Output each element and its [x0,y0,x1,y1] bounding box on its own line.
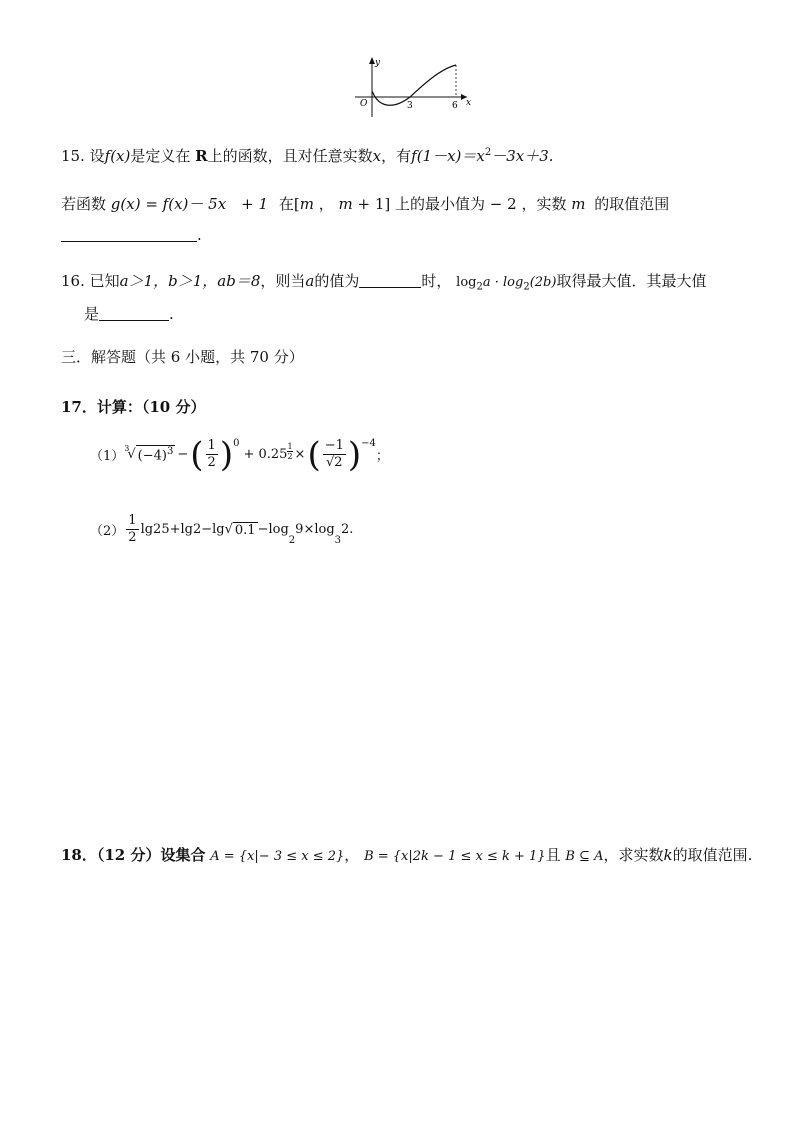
q17-p1-frac-num: 1 [207,438,216,453]
q17-p2-expr: 9×log [295,522,335,537]
q15-text: 的取值范围 [594,195,670,213]
q18-set-a: A = {x|− 3 ≤ x ≤ 2} [210,849,345,864]
q15-fx: f(x) [104,147,131,165]
graph-tick-6: 6 [452,101,458,111]
q17-p1-label: （1） [90,449,125,464]
q17-title: 17．计算：（10 分） [61,398,206,416]
q15-text: . [197,226,202,244]
q17-p1-exp-den: 2 [287,452,293,461]
q17-p1-op: − [177,447,189,462]
q16-condition: a＞1，b＞1，ab＝8 [119,272,261,290]
q17-p1-root-index: 3 [124,444,130,453]
q17-p2-frac-den: 2 [128,530,137,545]
q17-p1-end: ； [375,449,389,464]
q15-eq-sup: 2 [484,147,492,158]
graph-x-label: x [466,98,472,108]
q15-text: 是定义在 [130,147,191,165]
q17-p2-sub: 2 [288,535,296,546]
q17-p1-frac2-den: √2 [326,455,343,470]
q15-text: ， [318,195,334,213]
q18-text: 的取值范围. [672,846,753,864]
q18-title: 18．（12 分）设集合 [61,846,206,864]
q16-text: 取得最大值．其最大值 [556,272,707,290]
q15-text: + 1] [357,195,391,213]
q15-R: R [195,147,208,165]
q15-answer-blank[interactable] [61,227,197,242]
q18-k: k [663,846,673,864]
q15-gx: g(x) = f(x)－ 5x + 1 [110,195,269,213]
q16-log: log [456,275,477,290]
q17-p2-radicand: 0.1 [234,522,256,538]
q17-p1-op: + 0.25 [243,447,288,462]
function-graph [355,55,475,120]
q16-text: ，则当 [260,272,306,290]
q16-text: 的值为 [314,272,360,290]
q16-line1 [61,270,706,293]
q17-p1-exp: 0 [233,438,240,449]
q17-p2-sub: 3 [334,535,342,546]
q15-m: m [338,195,353,213]
q16-line2 [84,303,174,324]
q18-text: 且 [545,846,561,864]
q15-text: ，有 [381,147,412,165]
q16-text: 时， [421,272,452,290]
q18-subset: B ⊆ A [565,849,604,864]
q15-m: m [299,195,314,213]
q18 [61,844,752,865]
q15-eq: f(1－x)＝x [411,147,485,165]
q18-text: ， [344,846,360,864]
graph-y-label: y [375,58,381,68]
q17-p1-radicand: (−4) [137,448,167,464]
q15-text: 设 [89,147,105,165]
q18-set-b: B = {x|2k − 1 ≤ x ≤ k + 1} [364,849,546,864]
q15-eq: －3x＋3. [491,147,554,165]
q15-text: 若函数 [61,195,107,213]
q15-line2 [61,193,669,214]
q17-p1-op: × [294,447,306,462]
q15-m: m [571,195,586,213]
q17-p2-frac-num: 1 [128,513,137,528]
q16-blank-2[interactable] [99,306,169,321]
q17-p1-exp: −4 [361,438,376,449]
q17-p1-exp-num: 1 [287,442,293,451]
q16-text: . [169,305,174,323]
graph-origin-label: O [360,99,368,109]
q15-text: 上的最小值为 − 2 ，实数 [395,195,567,213]
q17-p2-expr: −log [257,522,289,537]
q16-blank-1[interactable] [359,273,421,288]
section-3-title: 三．解答题（共 6 小题，共 70 分） [61,348,304,366]
q16-log: a · log [482,275,524,290]
q17-p1-frac2-num: −1 [324,438,344,453]
graph-tick-3: 3 [407,101,413,111]
q17-p1-radicand-exp: 3 [166,446,174,458]
q16-number: 16. [61,272,85,290]
q18-text: ，求实数 [603,846,664,864]
q16-text: 已知 [89,272,120,290]
q17-p1-frac-den: 2 [207,455,216,470]
q16-log: (2b) [529,275,557,290]
q15-line1 [61,145,554,166]
q17-p2-expr: lg25+lg2−lg [140,522,225,537]
q15-x: x [372,147,382,165]
q16-log-sub: 2 [523,281,530,293]
q17-p2-expr: 2. [341,522,354,537]
q16-log-sub: 2 [476,281,483,293]
q16-text: 是 [84,305,100,323]
q17-p2-label: （2） [90,524,125,539]
q15-line3 [61,226,202,244]
q16-var: a [305,272,315,290]
q15-text: 上的函数，且对任意实数 [207,147,373,165]
q15-text: 在[ [278,195,300,213]
q17-part1: （1） $^3$ √ $(-4)^3$ − ( $\frac{1}{2}$ ) $^0$ + 0.25 $\frac{1}{2}$ × ( $\frac{-1}{√2}$ ) $^{-4}$ ； [90,434,389,475]
q15-number: 15. [61,147,85,165]
q17-part2: （2） $\frac{1}{2}$ lg25+lg2−lg √ 0.1 −log $_2$ 9×log $_3$ 2. [90,513,354,546]
